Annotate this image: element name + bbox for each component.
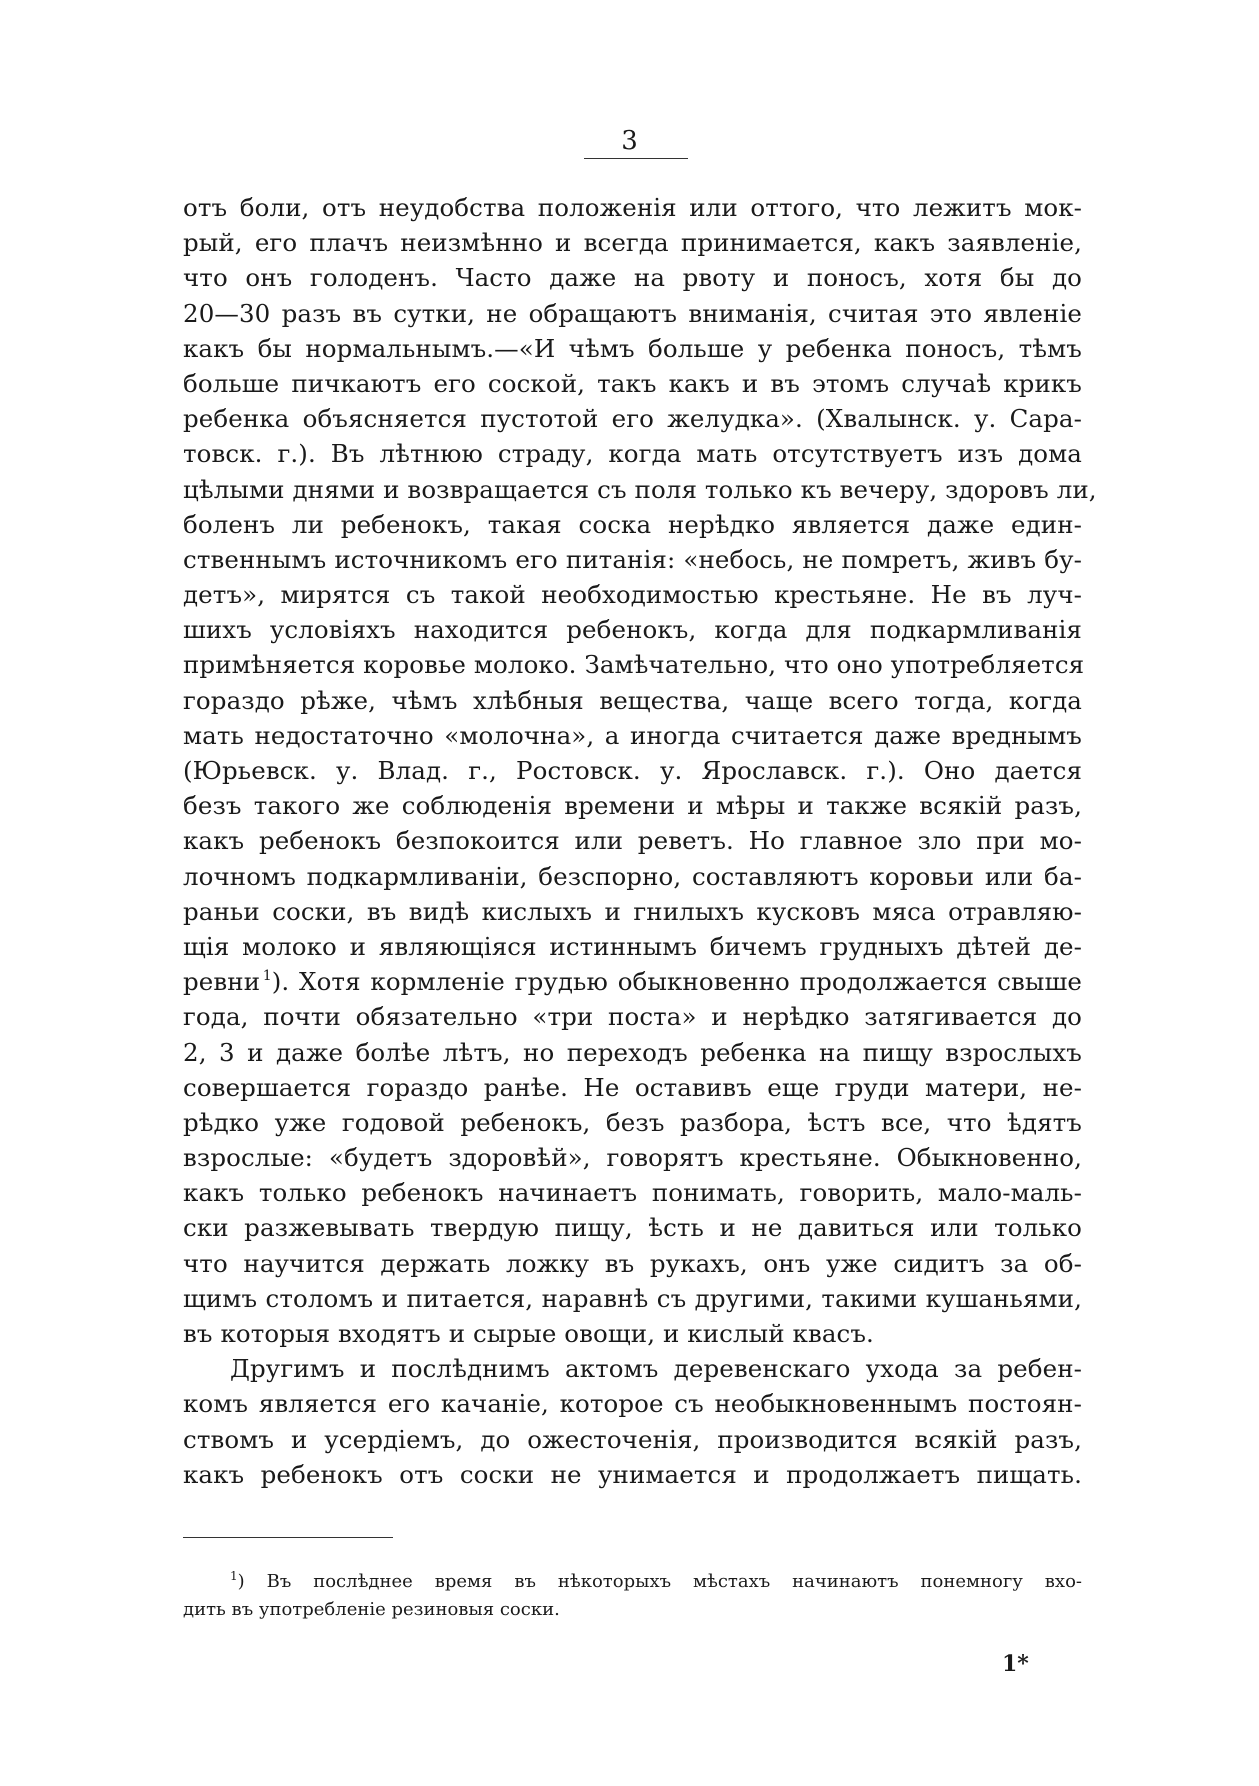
footnote [183,1568,1082,1624]
text-line: шихъ условіяхъ находится ребенокъ, когда для подкармливанія [183,615,1082,645]
text-line: отъ боли, отъ неудобства положенія или оттого, что лежитъ мок- [183,193,1082,222]
text-line: года, почти обязательно «три поста» и нерѣдко затягивается до [183,1002,1082,1032]
text-line: детъ», мирятся съ такой необходимостью крестьяне. Не въ луч- [183,580,1082,610]
text-line: что онъ голоденъ. Часто даже на рвоту и поносъ, хотя бы до [183,263,1082,293]
text-line: Другимъ и послѣднимъ актомъ деревенскаго ухода за ребен- [230,1354,1082,1384]
text-line: совершается гораздо ранѣе. Не оставивъ еще груди матери, не- [183,1072,1082,1102]
text-line: боленъ ли ребенокъ, такая соска нерѣдко является даже един- [183,509,1082,539]
text-line: что научится держать ложку въ рукахъ, онъ уже сидитъ за об- [183,1248,1082,1278]
text-line: рый, его плачъ неизмѣнно и всегда принимается, какъ заявленіе, [183,228,1082,258]
body-text [183,190,1097,1492]
text-line: ски разжевывать твердую пищу, ѣсть и не давиться или только [183,1213,1082,1243]
footnote-line: дить въ употребленіе резиновыя соски. [183,1599,560,1620]
page-number-rule [584,158,688,159]
text-line: какъ ребенокъ отъ соски не унимается и продолжаетъ пищать. [183,1459,1082,1489]
text-line: ребенка объясняется пустотой его желудка». (Хвалынск. у. Сара- [183,404,1082,434]
footnote-reference[interactable]: 1 [262,968,272,985]
footnote-marker: 1 [230,1569,238,1583]
text-line: какъ только ребенокъ начинаетъ понимать, говорить, мало-маль- [183,1178,1082,1208]
text-line: цѣлыми днями и возвращается съ поля только къ вечеру, здоровъ ли, [183,474,1097,504]
text-line: (Юрьевск. у. Влад. г., Ростовск. у. Ярославск. г.). Оно дается [183,756,1082,785]
page-number: 3 [621,126,638,156]
text-line: примѣняется коровье молоко. Замѣчательно, что оно употребляется [183,650,1085,680]
footnote-rule [183,1537,393,1538]
text-line: 2, 3 и даже болѣе лѣтъ, но переходъ ребенка на пищу взрослыхъ [183,1037,1082,1067]
text-line: лочномъ подкармливаніи, безспорно, составляютъ коровьи или ба- [183,861,1082,891]
text-fragment: ревни [183,967,261,997]
footnote-text: ) Въ послѣднее время въ нѣкоторыхъ мѣстахъ начинаютъ понемногу вхо- [237,1571,1082,1592]
text-line: комъ является его качаніе, которое съ необыкновеннымъ постоян- [183,1389,1082,1419]
text-line-with-footnote-ref [183,964,1082,999]
text-line: гораздо рѣже, чѣмъ хлѣбныя вещества, чаще всего тогда, когда [183,685,1082,715]
text-line: товск. г.). Въ лѣтнюю страду, когда мать отсутствуетъ изъ дома [183,439,1082,469]
text-line: щія молоко и являющіяся истиннымъ бичемъ грудныхъ дѣтей де- [183,931,1082,961]
text-line: въ которыя входятъ и сырые овощи, и кислый квасъ. [183,1319,874,1348]
text-line: щимъ столомъ и питается, наравнѣ съ другими, такими кушаньями, [183,1283,1082,1313]
text-line: больше пичкаютъ его соской, такъ какъ и въ этомъ случаѣ крикъ [183,368,1082,398]
text-line: какъ бы нормальнымъ.—«И чѣмъ больше у ребенка поносъ, тѣмъ [183,333,1082,363]
text-line: какъ ребенокъ безпокоится или реветъ. Но главное зло при мо- [183,826,1082,856]
text-line: раньи соски, въ видѣ кислыхъ и гнилыхъ кусковъ мяса отравляю- [183,896,1082,926]
text-line: рѣдко уже годовой ребенокъ, безъ разбора, ѣстъ все, что ѣдятъ [183,1107,1082,1137]
footnote-line [183,1568,1082,1596]
text-line: мать недостаточно «молочна», а иногда считается даже вреднымъ [183,720,1082,750]
text-line: взрослые: «будетъ здоровѣй», говорятъ крестьяне. Обыкновенно, [183,1143,1082,1173]
text-fragment: ). Хотя кормленіе грудью обыкновенно продолжается свыше [271,967,1082,997]
text-line: ственнымъ источникомъ его питанія: «небось, не помретъ, живъ бу- [183,544,1082,574]
signature-mark: 1* [1002,1651,1029,1677]
text-line: ствомъ и усердіемъ, до ожесточенія, производится всякій разъ, [183,1424,1082,1454]
text-line: безъ такого же соблюденія времени и мѣры и также всякій разъ, [183,791,1082,821]
text-line: 20—30 разъ въ сутки, не обращаютъ вниманія, считая это явленіе [183,298,1082,328]
